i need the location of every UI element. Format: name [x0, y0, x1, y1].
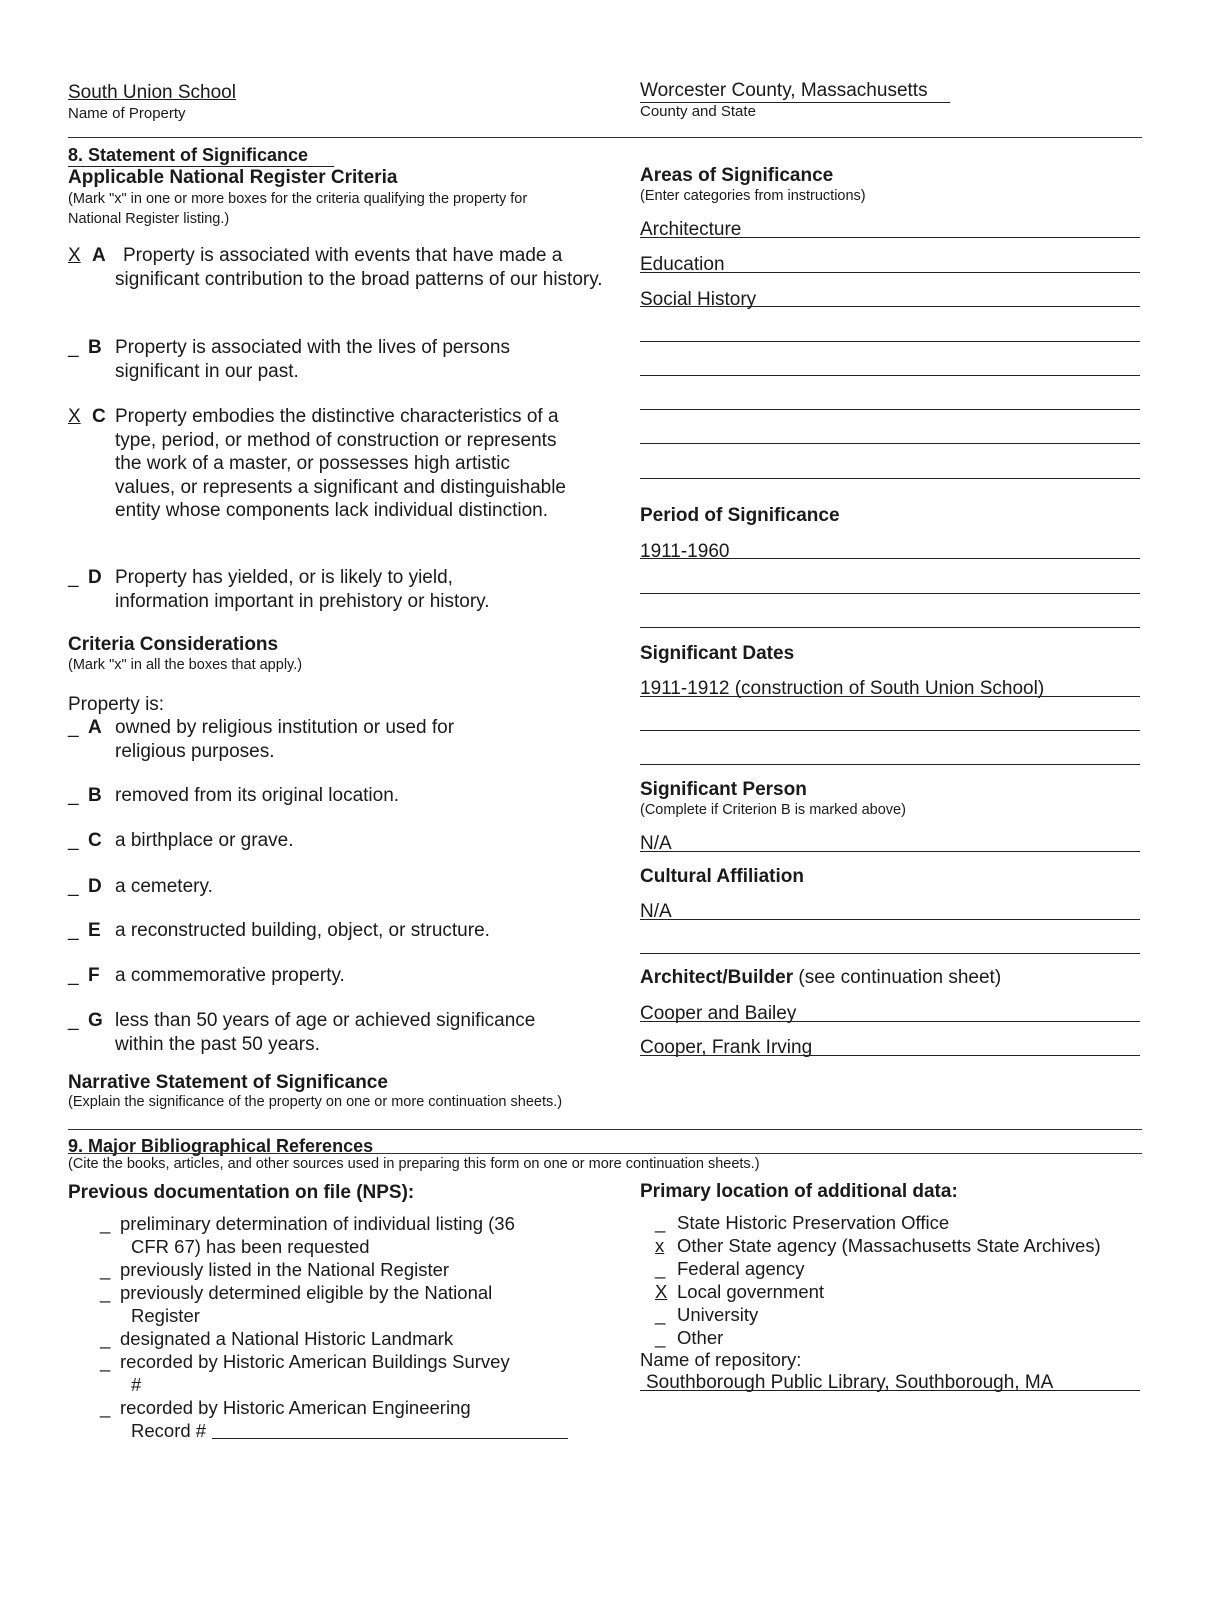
location-item-2-mark: x: [655, 1235, 665, 1256]
criterion-d-letter: D: [88, 567, 102, 588]
county-state-caption: County and State: [640, 103, 756, 120]
area-line-2: [640, 272, 1140, 273]
location-item-4-text: Local government: [677, 1281, 825, 1302]
consideration-g-letter: G: [88, 1010, 103, 1031]
prev-doc-item-1-line1: preliminary determination of individual listing (36: [120, 1213, 515, 1234]
consideration-c-mark: _: [68, 830, 79, 851]
architect-line-2: [640, 1055, 1140, 1056]
criterion-c-text: Property embodies the distinctive characteristics of a type, period, or method of construction or represents the work of a master, or possesses high artistic values, or represents a significant and distinguishable entity whose components lack individual distinction.: [115, 406, 566, 521]
person-instructions: (Complete if Criterion B is marked above): [640, 802, 906, 818]
prev-doc-item-4-mark: _: [100, 1328, 111, 1349]
consideration-a-text: owned by religious institution or used for religious purposes.: [115, 717, 455, 762]
dates-line-3: [640, 764, 1140, 765]
criterion-b-text: Property is associated with the lives of persons significant in our past.: [115, 337, 510, 382]
consideration-d-letter: D: [88, 876, 102, 897]
repository-line: [640, 1390, 1140, 1391]
prev-doc-item-2-text: previously listed in the National Register: [120, 1259, 450, 1280]
location-item-6-text: Other: [677, 1327, 724, 1348]
criteria-instructions: (Mark "x" in one or more boxes for the criteria qualifying the property for National Register listing.): [68, 191, 528, 227]
consideration-d-mark: _: [68, 876, 79, 897]
person-value: N/A: [640, 833, 672, 854]
person-title: Significant Person: [640, 779, 807, 800]
prev-doc-item-6-mark: _: [100, 1397, 111, 1418]
period-title: Period of Significance: [640, 505, 840, 526]
location-item-5-text: University: [677, 1304, 759, 1325]
prev-doc-item-3-line2: Register: [131, 1305, 200, 1326]
architect-heading: [640, 967, 1001, 989]
affiliation-value: N/A: [640, 901, 672, 922]
period-line-3: [640, 627, 1140, 628]
area-social-history: Social History: [640, 289, 757, 310]
architect-1: Cooper and Bailey: [640, 1003, 797, 1024]
prev-doc-item-1-line2: CFR 67) has been requested: [131, 1236, 370, 1257]
prev-doc-item-2-mark: _: [100, 1259, 111, 1280]
affiliation-line-1: [640, 919, 1140, 920]
dates-value: 1911-1912 (construction of South Union School): [640, 678, 1045, 699]
county-state: Worcester County, Massachusetts: [640, 80, 950, 103]
criterion-b-mark: _: [68, 337, 79, 358]
prev-doc-item-4-text: designated a National Historic Landmark: [120, 1328, 454, 1349]
dates-title: Significant Dates: [640, 643, 795, 664]
location-item-3-text: Federal agency: [677, 1258, 805, 1279]
prev-doc-item-1-text: [120, 1212, 560, 1258]
prev-doc-item-6-line2: Record #: [131, 1420, 207, 1441]
consideration-g-mark: _: [68, 1010, 79, 1031]
location-item-1-text: State Historic Preservation Office: [677, 1212, 950, 1233]
location-item-2-text: Other State agency (Massachusetts State Archives): [677, 1235, 1101, 1256]
prev-doc-item-5-line2: #: [131, 1374, 142, 1395]
affiliation-line-2: [640, 953, 1140, 954]
prev-doc-item-3-line1: previously determined eligible by the National: [120, 1282, 493, 1303]
prev-doc-item-3-mark: _: [100, 1282, 111, 1303]
area-education: Education: [640, 254, 725, 275]
location-item-6-mark: _: [655, 1327, 666, 1348]
prev-doc-item-5-text: [120, 1350, 560, 1396]
period-value: 1911-1960: [640, 541, 730, 562]
consideration-a-mark: _: [68, 717, 79, 738]
area-line-6: [640, 409, 1140, 410]
consideration-b-text: removed from its original location.: [115, 785, 400, 806]
criteria-title: Applicable National Register Criteria: [68, 167, 398, 188]
prev-doc-item-3-text: [120, 1281, 560, 1327]
section9-rule-top: [68, 1129, 1142, 1130]
period-line-2: [640, 593, 1140, 594]
location-title: Primary location of additional data:: [640, 1181, 958, 1202]
area-line-5: [640, 375, 1140, 376]
area-architecture: Architecture: [640, 219, 742, 240]
property-is-label: Property is:: [68, 694, 165, 715]
criterion-c-mark: X: [68, 406, 81, 427]
considerations-instructions: (Mark "x" in all the boxes that apply.): [68, 657, 303, 673]
consideration-g-text: less than 50 years of age or achieved significance within the past 50 years.: [115, 1010, 536, 1055]
prev-doc-title: Previous documentation on file (NPS):: [68, 1182, 415, 1203]
property-name: South Union School: [68, 82, 236, 103]
consideration-a-letter: A: [88, 717, 102, 738]
section9-rule-bottom: [68, 1153, 1142, 1154]
narrative-title: Narrative Statement of Significance: [68, 1072, 388, 1093]
consideration-f-mark: _: [68, 965, 79, 986]
area-line-8: [640, 478, 1140, 479]
areas-instructions: (Enter categories from instructions): [640, 188, 866, 204]
criterion-d-mark: _: [68, 567, 79, 588]
architect-title: Architect/Builder: [640, 967, 794, 988]
consideration-c-text: a birthplace or grave.: [115, 830, 294, 851]
consideration-d-text: a cemetery.: [115, 876, 213, 897]
prev-doc-item-5-line1: recorded by Historic American Buildings Survey: [120, 1351, 510, 1372]
property-name-caption: Name of Property: [68, 105, 186, 122]
area-line-3: [640, 306, 1140, 307]
area-line-1: [640, 237, 1140, 238]
record-number-line: [212, 1438, 568, 1439]
consideration-f-text: a commemorative property.: [115, 965, 345, 986]
dates-line-1: [640, 696, 1140, 697]
location-item-3-mark: _: [655, 1258, 666, 1279]
location-item-4-mark: X: [655, 1281, 668, 1302]
area-line-7: [640, 443, 1140, 444]
dates-line-2: [640, 730, 1140, 731]
consideration-b-mark: _: [68, 785, 79, 806]
criterion-a-text: Property is associated with events that have made a significant contribution to the broad patterns of our history.: [115, 245, 603, 290]
consideration-c-letter: C: [88, 830, 102, 851]
section8-heading: 8. Statement of Significance: [68, 144, 334, 167]
consideration-e-mark: _: [68, 920, 79, 941]
prev-doc-item-1-mark: _: [100, 1213, 111, 1234]
section9-instructions: (Cite the books, articles, and other sources used in preparing this form on one or more continuation sheets.): [68, 1156, 760, 1172]
repository-label: Name of repository:: [640, 1349, 802, 1370]
location-item-5-mark: _: [655, 1304, 666, 1325]
areas-title: Areas of Significance: [640, 165, 834, 186]
considerations-title: Criteria Considerations: [68, 634, 279, 655]
affiliation-title: Cultural Affiliation: [640, 866, 804, 887]
architect-line-1: [640, 1021, 1140, 1022]
location-item-1-mark: _: [655, 1212, 666, 1233]
consideration-e-text: a reconstructed building, object, or structure.: [115, 920, 490, 941]
consideration-b-letter: B: [88, 785, 102, 806]
prev-doc-item-5-mark: _: [100, 1351, 111, 1372]
area-line-4: [640, 341, 1140, 342]
narrative-instructions: (Explain the significance of the property on one or more continuation sheets.): [68, 1094, 563, 1110]
period-line-1: [640, 558, 1140, 559]
criterion-c-letter: C: [92, 406, 106, 427]
person-line: [640, 851, 1140, 852]
consideration-e-letter: E: [88, 920, 101, 941]
architect-2: Cooper, Frank Irving: [640, 1037, 813, 1058]
header-rule: [68, 137, 1142, 138]
criterion-a-letter: A: [92, 245, 106, 266]
consideration-f-letter: F: [88, 965, 100, 986]
repository-value: Southborough Public Library, Southborough, MA: [646, 1372, 1054, 1393]
prev-doc-item-6-text: [120, 1396, 560, 1442]
criterion-a-mark: X: [68, 245, 81, 266]
criterion-d-text: Property has yielded, or is likely to yield, information important in prehistory or history.: [115, 567, 490, 612]
prev-doc-item-6-line1: recorded by Historic American Engineering: [120, 1397, 471, 1418]
architect-note: (see continuation sheet): [793, 967, 1002, 988]
section9-heading: 9. Major Bibliographical References: [68, 1136, 374, 1156]
criterion-b-letter: B: [88, 337, 102, 358]
